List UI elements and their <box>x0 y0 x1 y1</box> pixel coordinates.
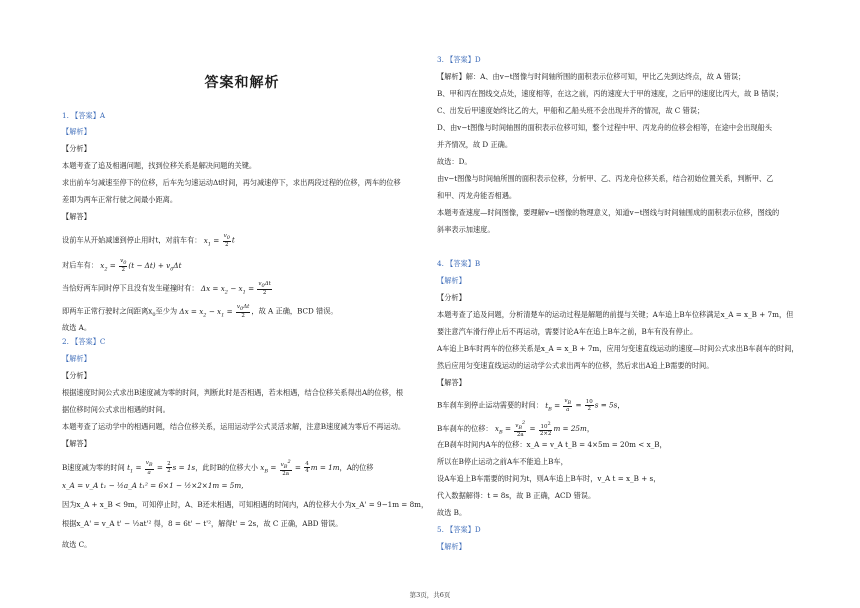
q4-step: B车刹车到停止运动需要的时间： $t_B$ = $\frac{v_B}{a}$ = $\frac{10}{2}$ s = 5s， <box>437 398 625 414</box>
q1-paragraph: 求出前车匀减速至停下的位移，后车先匀速运动Δt时间，再匀减速停下，求出两段过程的位移，两车的位移 <box>62 178 401 187</box>
q3-paragraph: C、出发后甲速度始终比乙的大，甲船和乙船头班不会出现并齐的情况，故 C 错误； <box>437 106 705 115</box>
q2-answer-heading: 2. 【答案】C <box>62 337 106 346</box>
q4-paragraph: 本题考查了追及问题，分析清楚车的运动过程是解题的前提与关键；A车追上B车位移满足x_A = x_B + 7m，但 <box>437 310 794 319</box>
q3-paragraph: 和甲、丙龙舟能否相遇。 <box>437 191 517 200</box>
q3-paragraph: B、甲和丙在图线交点处，速度相等，在这之前，丙的速度大于甲的速度，之后甲的速度比丙大，故 B 错误； <box>437 89 783 98</box>
q3-paragraph: D、由v−t图像与时间轴围的面积表示位移可知，整个过程中甲、丙龙舟的位移会相等，在途中会出现船头 <box>437 123 772 132</box>
q2-step: B速度减为零的时间 $t_1$ = $\frac{v_B}{a}$ = $\frac{2}{2}$ s = 1s，此时B的位移大小 $x_B$ = $\frac{v_B^2}{2a}$ = $\frac{4}{4}$ m = 1m，A的位移 <box>62 459 374 477</box>
q1-step: 设前车从开始减速到停止用时t，对前车有： $x_1$ = $\frac{v_0}{2}$ t <box>62 233 235 249</box>
q3-paragraph: 并齐情况，故 D 正确。 <box>437 140 513 149</box>
q1-paragraph: 差即为两车正常行驶之间最小距离。 <box>62 195 178 204</box>
q2-conclusion: 故选 C。 <box>62 540 92 549</box>
q3-paragraph: 本题考查速度—时间图像，要理解v−t图像的物理意义，知道v−t图线与时间轴围成的面积表示位移，图线的 <box>437 208 780 217</box>
q4-step: 设A车追上B车需要的时间为t，则A车追上B车时，v_A t = x_B + s， <box>437 474 661 483</box>
q4-step: B车刹车的位移： $x_B$ = $\frac{v_B^2}{2a}$ = $\frac{10^2}{2\times 2}$ m = 25m， <box>437 420 595 438</box>
q4-conclusion: 故选 B。 <box>437 508 467 517</box>
q2-step: x_A = v_A t₁ − ½a_A t₁² = 6×1 − ½×2×1m = 5m, <box>62 481 244 490</box>
q2-paragraph: 本题考查了运动学中的相遇问题，结合位移关系，运用运动学公式灵活求解，注意B速度减为零后不再运动。 <box>62 422 406 431</box>
q4-answer-heading: 4. 【答案】B <box>437 259 481 268</box>
q3-paragraph: 由v−t图像与时间轴所围的面积表示位移，分析甲、乙、丙龙舟位移关系，结合初始位置关系，判断甲、乙 <box>437 174 774 183</box>
q1-fenxi-label: 【分析】 <box>62 144 91 153</box>
q3-paragraph: 故选：D。 <box>437 157 472 166</box>
q4-jieda-label: 【解答】 <box>437 378 466 387</box>
q2-analysis-label: 【解析】 <box>62 354 91 363</box>
page-title: 答案和解析 <box>204 75 280 91</box>
q4-paragraph: 要注意汽车滑行停止后不再运动，需要讨论A车在追上B车之前，B车有没有停止。 <box>437 327 698 336</box>
q4-paragraph: A车追上B车时两车的位移关系是x_A = x_B + 7m，应用匀变速直线运动的速度—时间公式求出B车刹车的时间， <box>437 344 799 353</box>
q2-paragraph: 据位移时间公式求出相遇的时间。 <box>62 405 170 414</box>
q1-paragraph: 本题考查了追及相遇问题，找到位移关系是解决问题的关键。 <box>62 161 257 170</box>
q2-jieda-label: 【解答】 <box>62 439 91 448</box>
q5-answer-heading: 5. 【答案】D <box>437 525 481 534</box>
q5-analysis-label: 【解析】 <box>437 542 466 551</box>
q1-step: 对后车有： $x_2$ = $\frac{v_0}{2}$ $(t - \Delta t) + v_0\Delta t$ <box>62 258 182 274</box>
q1-jieda-label: 【解答】 <box>62 212 91 221</box>
q4-step: 在B刹车时间内A车的位移：x_A = v_A t_B = 4×5m = 20m < x_B， <box>437 440 667 449</box>
q1-analysis-label: 【解析】 <box>62 127 91 136</box>
q4-fenxi-label: 【分析】 <box>437 293 466 302</box>
q4-analysis-label: 【解析】 <box>437 276 466 285</box>
q1-answer-heading: 1. 【答案】A <box>62 111 106 120</box>
q3-answer-heading: 3. 【答案】D <box>437 55 481 64</box>
q4-paragraph: 然后应用匀变速直线运动的运动学公式求出两车的位移，然后求出A追上B需要的时间。 <box>437 361 714 370</box>
q1-step: 当恰好两车同时停下且没有发生碰撞时有： $\Delta x = x_2 - x_1$ = $\frac{v_0\Delta t}{2}$ <box>62 281 271 297</box>
q3-paragraph: 【解析】解：A、由v−t图像与时间轴所围的面积表示位移可知，甲比乙先到达终点，故 A 错误； <box>437 72 746 81</box>
q4-step: 所以在B停止运动之前A车不能追上B车， <box>437 457 568 466</box>
q4-step: 代入数据解得：t = 8s，故 B 正确，ACD 错误。 <box>437 491 596 500</box>
q2-paragraph: 根据速度时间公式求出B速度减为零的时间，判断此时是否相遇，若未相遇，结合位移关系得出A的位移，根 <box>62 388 404 397</box>
page-footer: 第3页，共6页 <box>409 591 451 599</box>
q2-step: 因为x_A + x_B < 9m，可知停止时，A、B还未相遇，可知相遇的时间内，A的位移大小为x_A' = 9−1m = 8m， <box>62 500 429 509</box>
q2-step: 根据x_A' = v_A t' − ½at'² 得，8 = 6t' − t'²，解得t' = 2s，故 C 正确，ABD 错误。 <box>62 519 343 528</box>
q2-fenxi-label: 【分析】 <box>62 371 91 380</box>
q1-step: 即两车正常行驶时之间距离$x_0$至少为 $\Delta x = x_2 - x_1$ = $\frac{v_0\Delta t}{2}$ ，故 A 正确，BCD 错误。 <box>62 304 338 320</box>
q3-paragraph: 斜率表示加速度。 <box>437 225 495 234</box>
q1-conclusion: 故选 A。 <box>62 323 92 332</box>
